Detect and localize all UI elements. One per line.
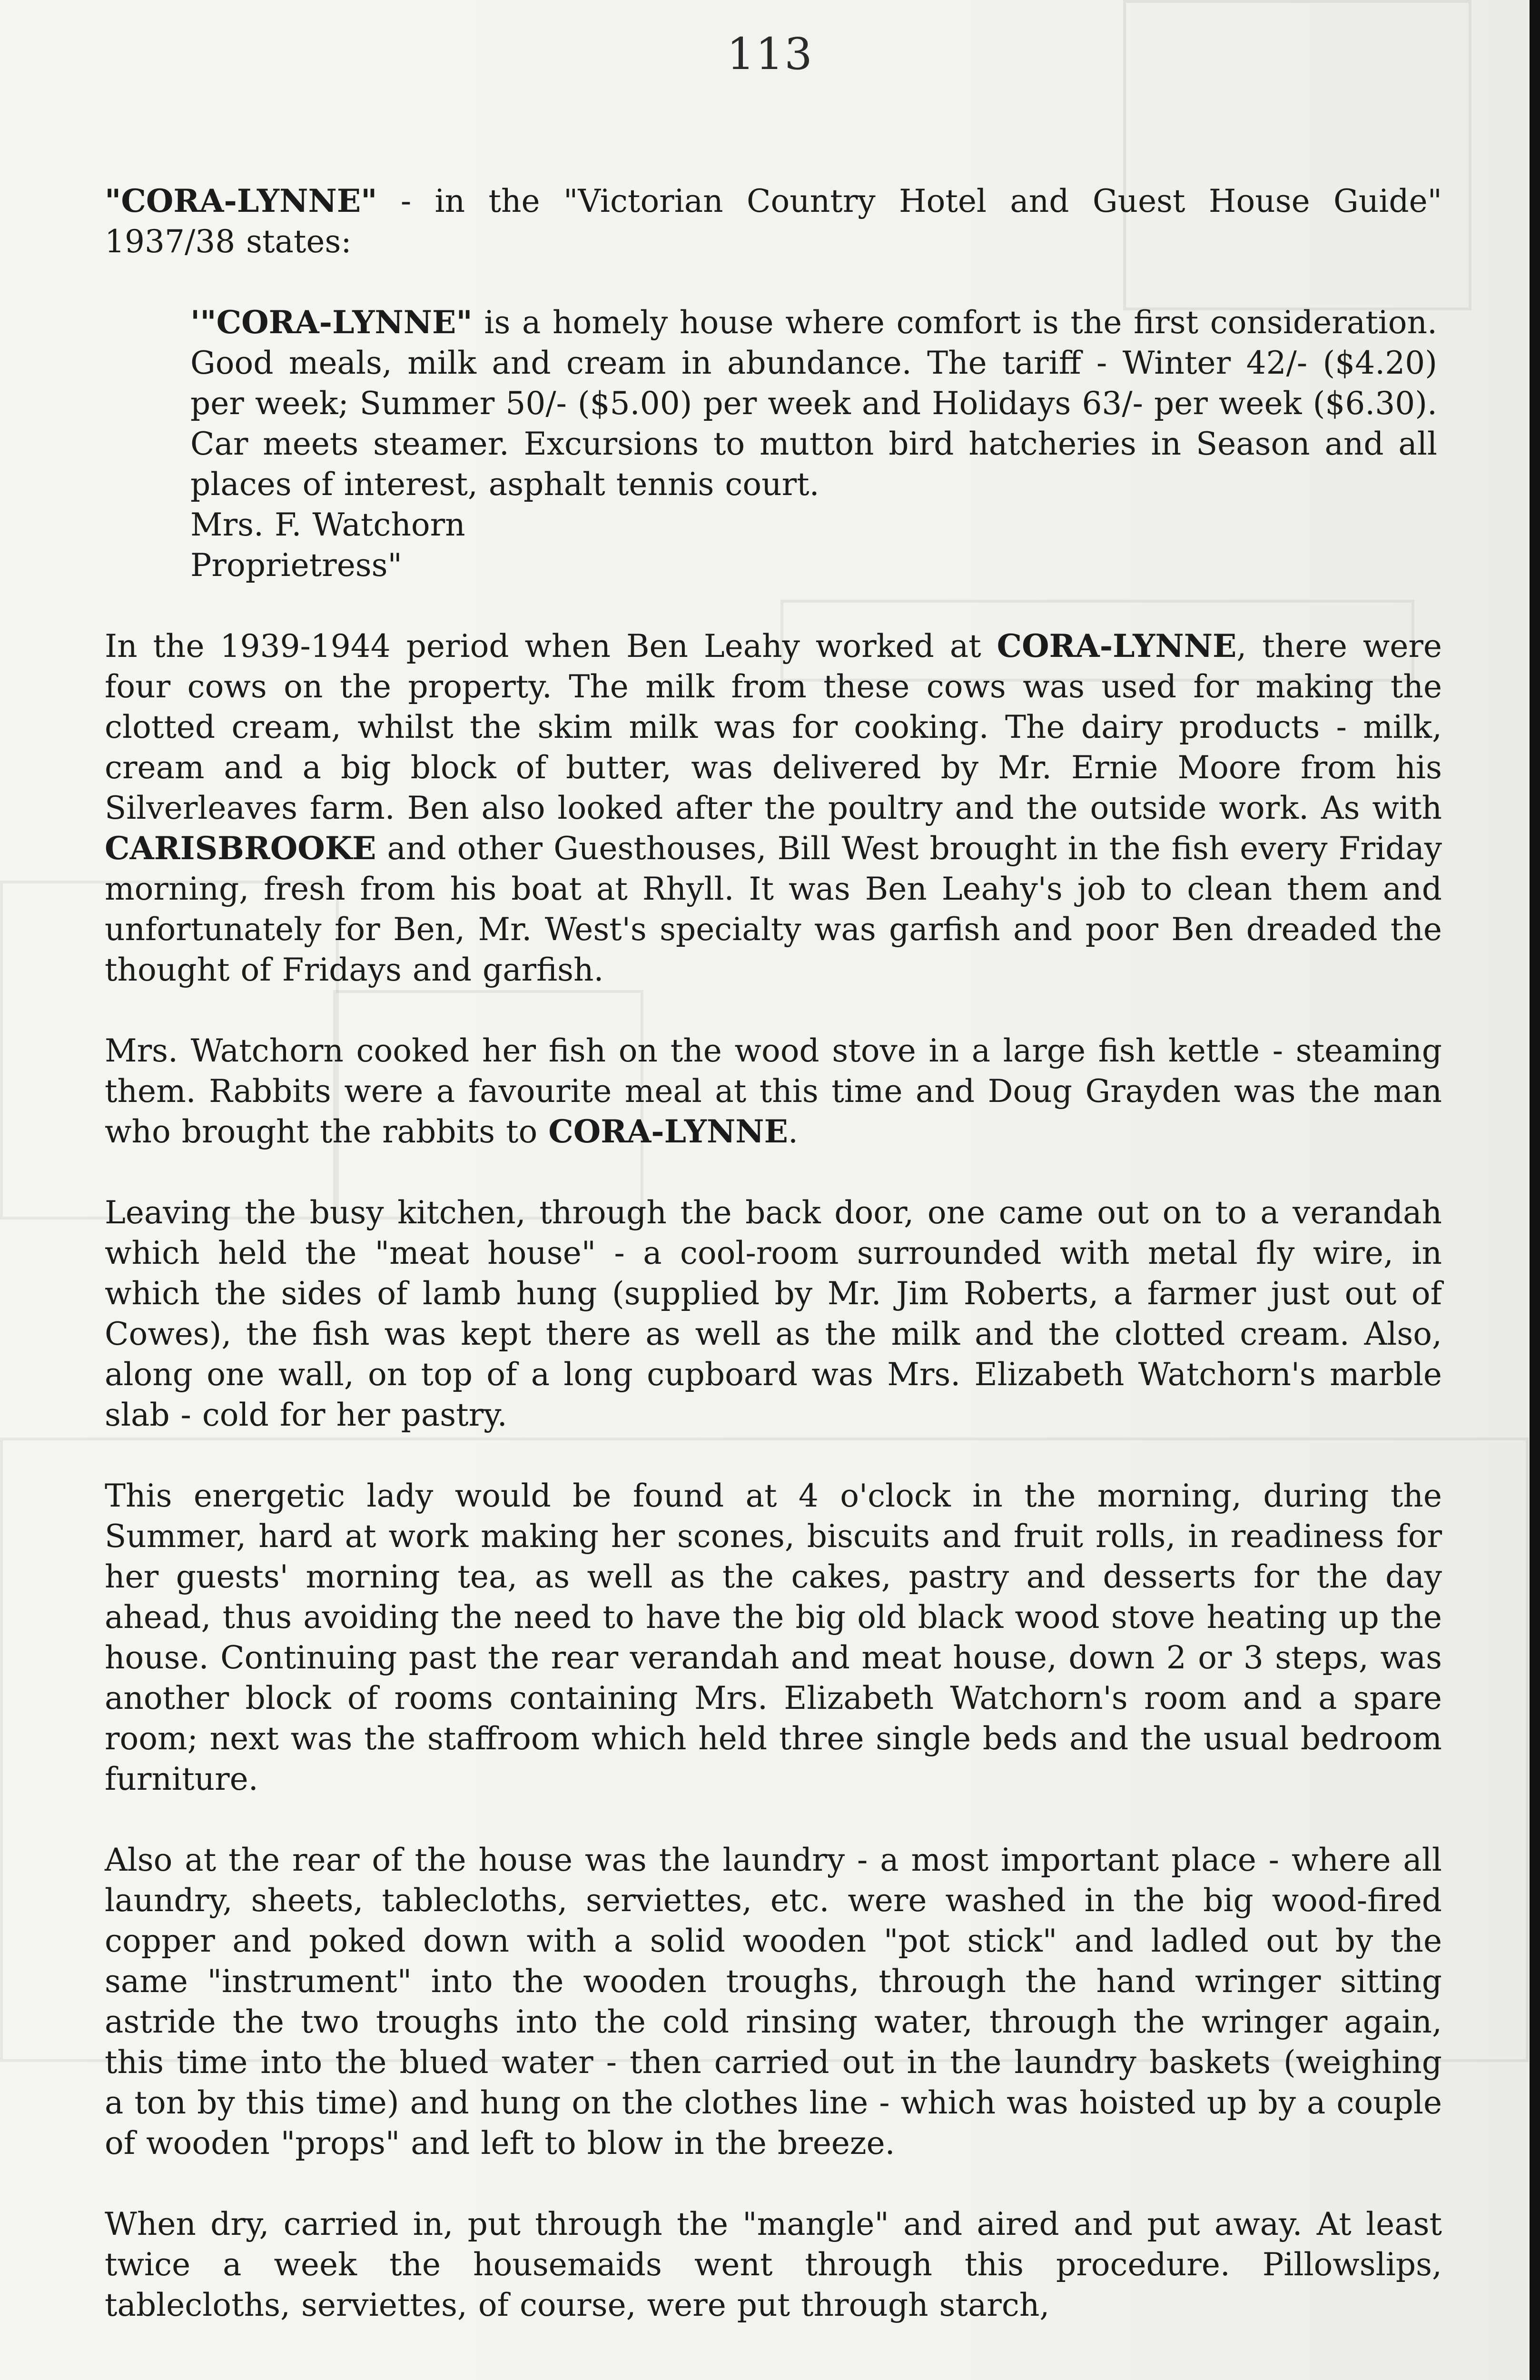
bold-name: '"CORA-LYNNE" <box>190 304 473 341</box>
scan-edge-right <box>1530 0 1540 2380</box>
body-text <box>105 181 1442 2325</box>
guide-quote <box>190 302 1437 585</box>
bold-name: CORA-LYNNE <box>997 627 1237 664</box>
paragraph-ben-leahy <box>105 626 1442 990</box>
paragraph-text: , there were four cows on the property. The milk from these cows was used for making the clotted cream, whilst the skim milk was for cooking. The dairy products - milk, cream and a big block of butter, was delivered by Mr. Ernie Moore from his Silverleaves farm. Ben also looked after the poultry and the outside work. As with <box>105 628 1442 826</box>
paragraph-text: In the 1939-1944 period when Ben Leahy worked at <box>105 628 997 664</box>
paragraph-text: . <box>788 1113 798 1150</box>
paragraph-text: - in the "Victorian Country Hotel and Guest House Guide" 1937/38 states: <box>105 183 1442 260</box>
paragraph-text: Mrs. Watchorn cooked her fish on the wood stove in a large fish kettle - steaming them. Rabbits were a favourite meal at this time and Doug Grayden was the man who brought the rabbits to <box>105 1032 1442 1150</box>
paragraph-laundry: Also at the rear of the house was the laundry - a most important place - where all laundry, sheets, tablecloths, serviettes, etc. were washed in the big wood-fired copper and poked down with a solid wooden "pot stick" and ladled out by the same "instrument" into the wooden troughs, through the hand wringer sitting astride the two troughs into the cold rinsing water, through the wringer again, this time into the blued water - then carried out in the laundry baskets (weighing a ton by this time) and hung on the clothes line - which was hoisted up by a couple of wooden "props" and left to blow in the breeze. <box>105 1842 1442 2162</box>
page-number: 113 <box>727 29 813 79</box>
bold-name: CORA-LYNNE <box>548 1113 788 1150</box>
bold-name: "CORA-LYNNE" <box>105 182 377 219</box>
paragraph-text: and other Guesthouses, Bill West brought in the fish every Friday morning, fresh from his boat at Rhyll. It was Ben Leahy's job to clean them and unfortunately for Ben, Mr. West's specialty was garfish and poor Ben dreaded the thought of Fridays and garfish. <box>105 830 1442 988</box>
paragraph-fish-kettle <box>105 1031 1442 1152</box>
quote-signature-title: Proprietress" <box>190 547 402 584</box>
paragraph-meat-house: Leaving the busy kitchen, through the back door, one came out on to a verandah which held the "meat house" - a cool-room surrounded with metal fly wire, in which the sides of lamb hung (supplied by Mr. Jim Roberts, a farmer just out of Cowes), the fish was kept there as well as the milk and the clotted cream. Also, along one wall, on top of a long cupboard was Mrs. Elizabeth Watchorn's marble slab - cold for her pastry. <box>105 1194 1442 1433</box>
quote-text: is a homely house where comfort is the first consideration. Good meals, milk and cream in abundance. The tariff - Winter 42/- ($4.20) per week; Summer 50/- ($5.00) per week and Holidays 63/- per week ($6.30). Car meets steamer. Excursions to mutton bird hatcheries in Season and all places of interest, asphalt tennis court. <box>190 304 1437 503</box>
paragraph-mangle: When dry, carried in, put through the "mangle" and aired and put away. At least twice a week the housemaids went through this procedure. Pillowslips, tablecloths, serviettes, of course, were put through starch, <box>105 2206 1442 2323</box>
paragraph-energetic-lady: This energetic lady would be found at 4 o'clock in the morning, during the Summer, hard at work making her scones, biscuits and fruit rolls, in readiness for her guests' morning tea, as well as the cakes, pastry and desserts for the day ahead, thus avoiding the need to have the big old black wood stove heating up the house. Continuing past the rear verandah and meat house, down 2 or 3 steps, was another block of rooms containing Mrs. Elizabeth Watchorn's room and a spare room; next was the staffroom which held three single beds and the usual bedroom furniture. <box>105 1478 1442 1797</box>
paragraph-intro <box>105 181 1442 262</box>
bold-name: CARISBROOKE <box>105 830 376 867</box>
quote-signature-name: Mrs. F. Watchorn <box>190 506 465 543</box>
